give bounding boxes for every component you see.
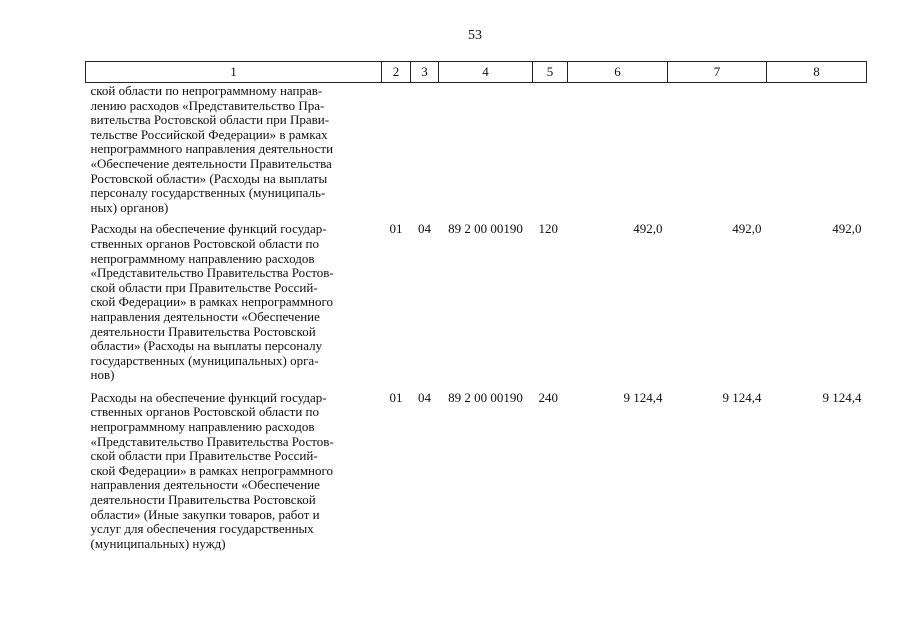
- name-line: вительства Ростовской области при Прави-: [90, 112, 330, 128]
- name-line: непрограммного направления деятельности: [90, 141, 334, 157]
- name-line: деятельности Правительства Ростовской: [90, 323, 316, 339]
- column-header-7: 7: [668, 62, 767, 83]
- name-line: ственных органов Ростовской области по: [90, 235, 319, 251]
- table-header-row: [86, 62, 867, 83]
- name-line: ных) органов): [90, 199, 169, 215]
- column-header-1: 1: [86, 62, 382, 83]
- name-line: (муниципальных) нужд): [90, 535, 226, 551]
- name-line: области» (Иные закупки товаров, работ и: [90, 506, 320, 522]
- target-article-cell: 89 2 00 00190: [448, 389, 523, 405]
- amount-cell-6: 9 124,4: [623, 389, 663, 405]
- amount-cell-7: 492,0: [732, 221, 762, 237]
- name-line: непрограммному направлению расходов: [90, 250, 315, 266]
- row-name-cell: [86, 217, 382, 386]
- table-row-continuation: [86, 83, 867, 218]
- name-line: непрограммному направлению расходов: [90, 419, 315, 435]
- column-header-6: 6: [568, 62, 668, 83]
- name-line: персоналу государственных (муниципаль-: [90, 185, 326, 201]
- subsection-code-cell: 04: [418, 221, 431, 237]
- section-code-cell: 01: [389, 221, 403, 237]
- name-line: «Представительство Правительства Ростов-: [90, 433, 334, 449]
- name-line: ской области по непрограммному направ-: [90, 83, 323, 98]
- column-header-2: 2: [382, 62, 411, 83]
- name-line: направления деятельности «Обеспечение: [90, 477, 320, 493]
- name-line: ской области при Правительстве Россий-: [90, 279, 318, 295]
- column-header-5: 5: [533, 62, 568, 83]
- row-name-cell: [86, 386, 382, 555]
- column-header-8: 8: [767, 62, 867, 83]
- column-header-3: 3: [411, 62, 439, 83]
- name-line: нов): [90, 367, 115, 383]
- name-line: ской области при Правительстве Россий-: [90, 448, 318, 464]
- name-line: области» (Расходы на выплаты персоналу: [90, 338, 323, 354]
- name-line: Расходы на обеспечение функций государ-: [90, 389, 327, 405]
- name-line: деятельности Правительства Ростовской: [90, 492, 316, 508]
- name-line: государственных (муниципальных) орга-: [90, 352, 319, 368]
- name-line: «Представительство Правительства Ростов-: [90, 265, 334, 281]
- name-line: услуг для обеспечения государственных: [90, 521, 314, 537]
- table-row: [86, 386, 867, 555]
- page-number: 53: [468, 28, 482, 43]
- name-line: ской Федерации» в рамках непрограммного: [90, 294, 334, 310]
- target-article-cell: 89 2 00 00190: [448, 221, 523, 237]
- name-line: ственных органов Ростовской области по: [90, 404, 319, 420]
- name-line: направления деятельности «Обеспечение: [90, 308, 320, 324]
- name-line: тельстве Российской Федерации» в рамках: [90, 126, 328, 142]
- name-line: лению расходов «Представительство Пра-: [90, 97, 325, 113]
- section-code-cell: 01: [389, 389, 403, 405]
- expense-type-cell: 240: [538, 389, 558, 405]
- column-header-4: 4: [439, 62, 533, 83]
- name-line: Ростовской области» (Расходы на выплаты: [90, 170, 328, 186]
- name-line: Расходы на обеспечение функций государ-: [90, 221, 327, 237]
- table-row: [86, 217, 867, 386]
- amount-cell-8: 492,0: [832, 221, 862, 237]
- name-line: ской Федерации» в рамках непрограммного: [90, 462, 334, 478]
- row-name-cell: [86, 83, 382, 218]
- subsection-code-cell: 04: [418, 389, 431, 405]
- amount-cell-6: 492,0: [633, 221, 663, 237]
- amount-cell-8: 9 124,4: [822, 389, 862, 405]
- amount-cell-7: 9 124,4: [722, 389, 762, 405]
- budget-table: [85, 61, 867, 554]
- expense-type-cell: 120: [538, 221, 558, 237]
- name-line: «Обеспечение деятельности Правительства: [90, 155, 332, 171]
